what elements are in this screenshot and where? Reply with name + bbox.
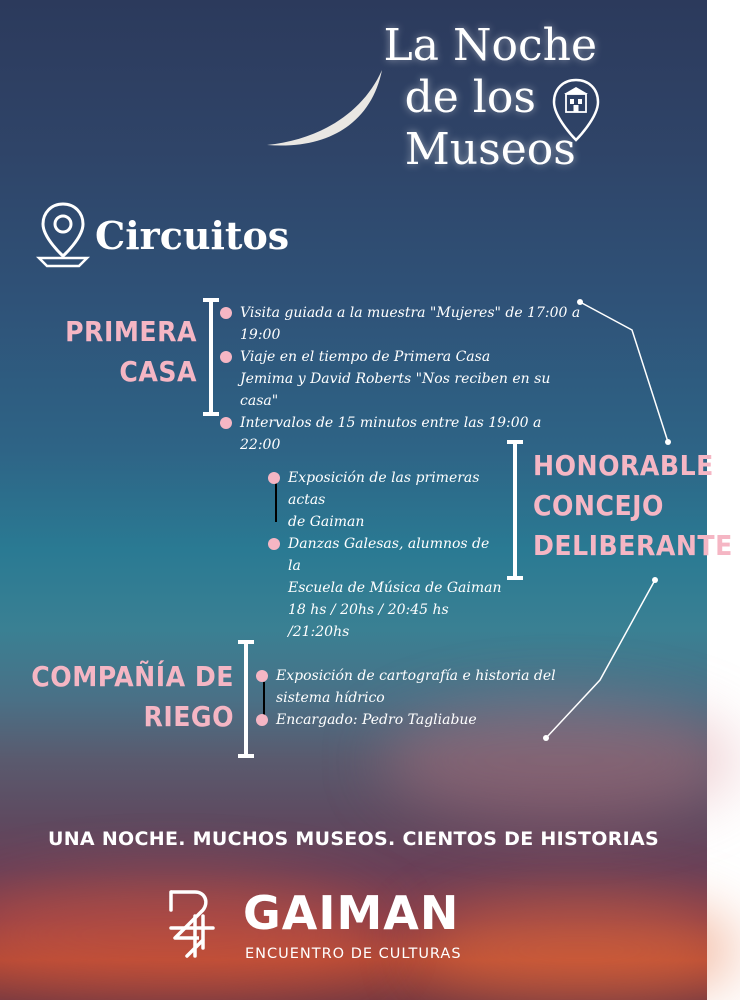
brand-name: GAIMAN	[243, 886, 460, 940]
circuit-name-line: COMPAÑÍA DE	[31, 660, 234, 693]
circuit-name-line: DELIBERANTE	[533, 529, 733, 562]
tagline: UNA NOCHE. MUCHOS MUSEOS. CIENTOS DE HISTORIAS	[48, 828, 659, 850]
title-line-1: La Noche	[383, 20, 597, 71]
museos-gaiman-logo-icon	[552, 78, 600, 142]
title-line-3: Museos	[404, 124, 576, 175]
section-header	[35, 200, 289, 270]
item-text: Jemima y David Roberts "Nos reciben en su casa"	[240, 371, 551, 409]
item-text: /21:20hs	[288, 624, 350, 640]
circuit-name-line: HONORABLE	[533, 449, 714, 482]
item-text: de Gaiman	[288, 514, 365, 530]
title-line-2: de los	[404, 72, 536, 123]
circuit-name-line: CONCEJO	[533, 489, 664, 522]
bullet-dot	[220, 307, 232, 319]
item-text: 19:00	[240, 327, 281, 343]
bullet-dot	[256, 670, 268, 682]
item-text: Viaje en el tiempo de Primera Casa	[240, 349, 491, 365]
circuit-name-line: PRIMERA	[65, 315, 197, 348]
list-item	[224, 346, 584, 412]
list-item	[260, 665, 580, 709]
crescent-moon-icon	[262, 60, 392, 155]
item-text: Encargado: Pedro Tagliabue	[276, 712, 477, 728]
brand-footer	[165, 880, 545, 970]
bullet-dot	[256, 714, 268, 726]
map-pin-icon	[35, 200, 91, 270]
circuit-list-primera-casa	[224, 302, 584, 456]
circuit-list-concejo	[272, 467, 502, 643]
list-item	[260, 709, 580, 731]
circuit-bracket	[513, 440, 517, 580]
item-text: Intervalos de 15 minutos entre las 19:00 a 22:00	[240, 415, 542, 453]
bullet-dot	[220, 417, 232, 429]
item-text: Danzas Galesas, alumnos de la	[288, 536, 490, 574]
bullet-dot	[268, 472, 280, 484]
item-text: 18 hs / 20hs / 20:45 hs	[288, 602, 449, 618]
list-item	[224, 412, 584, 456]
circuit-name-compania-riego	[31, 657, 234, 737]
list-item	[224, 302, 584, 346]
section-title: Circuitos	[95, 212, 290, 258]
circuit-name-primera-casa	[65, 312, 197, 392]
item-text: Escuela de Música de Gaiman	[288, 580, 502, 596]
item-text: Exposición de cartografía e historia del	[276, 668, 556, 684]
item-text: sistema hídrico	[276, 690, 385, 706]
circuit-name-line: CASA	[119, 355, 197, 388]
list-item	[272, 533, 502, 643]
bullet-dot	[268, 538, 280, 550]
list-item	[272, 467, 502, 533]
brand-subtitle: ENCUENTRO DE CULTURAS	[245, 946, 462, 962]
circuit-list-riego	[260, 665, 580, 731]
circuit-bracket	[209, 298, 213, 416]
circuit-name-line: RIEGO	[143, 700, 234, 733]
circuit-name-concejo	[533, 446, 733, 566]
bullet-dot	[220, 351, 232, 363]
circuit-bracket	[244, 640, 248, 758]
item-text: Visita guiada a la muestra "Mujeres" de 17:00 a	[240, 305, 581, 321]
gaiman-logo-icon	[165, 888, 235, 960]
item-text: Exposición de las primeras actas	[288, 470, 480, 508]
